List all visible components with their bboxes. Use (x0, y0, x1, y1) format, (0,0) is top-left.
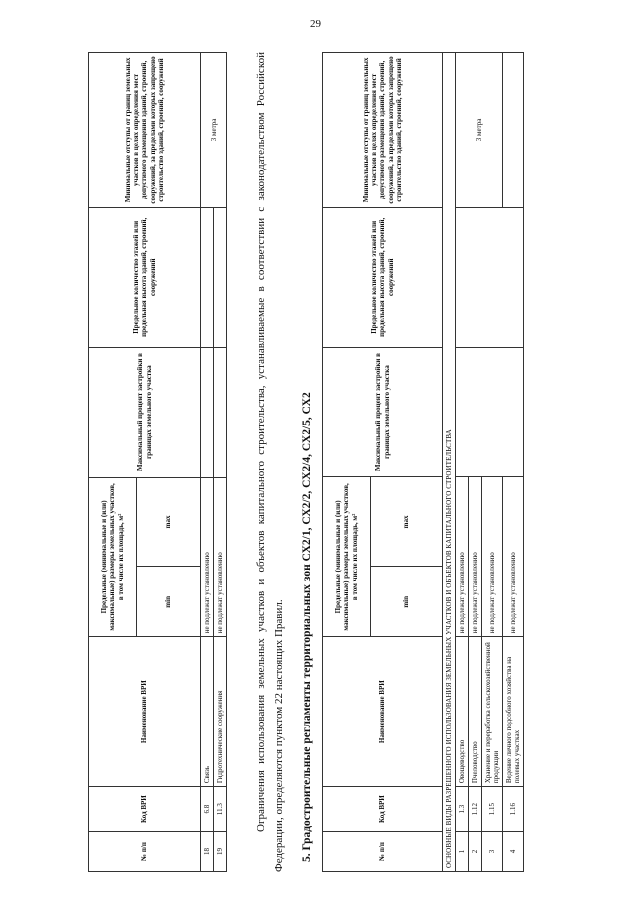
col-percent-header: Максимальный процент застройки в границах земельного участка (89, 347, 201, 477)
row-code: 1.16 (503, 787, 524, 832)
section-heading: 5. Градостроительные регламенты территориальных зон СХ2/1, СХ2/2, СХ2/4, СХ2/5, СХ2 (301, 392, 313, 862)
col-max-header: max (371, 477, 443, 567)
row-name: Хранение и переработка сельскохозяйственной продукции (482, 637, 503, 787)
row-setback: 3 метра (456, 53, 503, 208)
row-percent (201, 347, 214, 477)
col-setback-header: Минимальные отступы от границ земельных участков в целях определения мест допустимого размещения зданий, строений, сооружений, за пределами которых запрещено строительство зданий, строений, сооружений (89, 53, 201, 208)
col-percent-header: Максимальный процент застройки в границах земельного участка (323, 347, 443, 477)
row-percent (456, 347, 524, 477)
restrictions-paragraph (253, 52, 288, 872)
row-code: 1.12 (469, 787, 482, 832)
col-min-header: min (137, 567, 201, 637)
row-floors (201, 207, 214, 347)
row-minmax: не подлежат установлению (482, 477, 503, 637)
row-minmax: не подлежат установлению (201, 477, 214, 637)
table-row (201, 53, 214, 872)
col-setback-header: Минимальные отступы от границ земельных участков в целях определения мест допустимого размещения зданий, строений, сооружений, за пределами которых запрещено строительство зданий, строений, сооружений (323, 53, 443, 208)
section-title: ОСНОВНЫЕ ВИДЫ РАЗРЕШЕННОГО ИСПОЛЬЗОВАНИЯ ЗЕМЕЛЬНЫХ УЧАСТКОВ И ОБЪЕКТОВ КАПИТАЛЬНОГО СТРОИТЕЛЬСТВА (443, 53, 456, 872)
row-num: 4 (503, 832, 524, 872)
row-num: 3 (482, 832, 503, 872)
regulation-table-zones (322, 52, 524, 872)
col-min-header: min (371, 567, 443, 637)
row-name: Связь (201, 637, 214, 787)
regulation-table-continued (88, 52, 227, 872)
row-num: 19 (214, 832, 227, 872)
row-num: 18 (201, 832, 214, 872)
row-name: Гидротехнические сооружения (214, 637, 227, 787)
row-code: 6.8 (201, 787, 214, 832)
col-code-header: Код ВРИ (89, 787, 201, 832)
col-floors-header: Предельное количество этажей или предельная высота зданий, строений, сооружений (89, 207, 201, 347)
col-num-header: № п/п (323, 832, 443, 872)
col-name-header: Наименование ВРИ (323, 637, 443, 787)
row-setback: 3 метра (201, 53, 227, 208)
col-sizes-header: Предельные (минимальные и (или) максимальные) размеры земельных участков, в том числе их площадь, м² (323, 477, 371, 637)
row-floors (456, 207, 524, 347)
paragraph-text: Ограничения использования земельных участков и объектов капитального строительства, устанавливаемые в соответствии с законодательством Российской Федерации, определяются пунктом 22 настоящих Правил. (255, 52, 285, 872)
section-row (443, 53, 456, 872)
col-code-header: Код ВРИ (323, 787, 443, 832)
row-minmax: не подлежат установлению (214, 477, 227, 637)
col-num-header: № п/п (89, 832, 201, 872)
table-row (456, 53, 469, 872)
row-minmax: не подлежат установлению (503, 477, 524, 637)
col-name-header: Наименование ВРИ (89, 637, 201, 787)
col-sizes-header: Предельные (минимальные и (или) максимальные) размеры земельных участков, в том числе их площадь, м² (89, 477, 137, 637)
col-max-header: max (137, 477, 201, 567)
rotated-sheet (88, 52, 558, 872)
row-setback (503, 53, 524, 208)
row-code: 11.3 (214, 787, 227, 832)
row-floors (214, 207, 227, 347)
row-percent (214, 347, 227, 477)
row-num: 2 (469, 832, 482, 872)
row-minmax: не подлежат установлению (456, 477, 469, 637)
col-floors-header: Предельное количество этажей или предельная высота зданий, строений, сооружений (323, 207, 443, 347)
row-name: Ведение личного подсобного хозяйства на полевых участках (503, 637, 524, 787)
page-number: 29 (310, 18, 321, 30)
row-minmax: не подлежат установлению (469, 477, 482, 637)
row-code: 1.3 (456, 787, 469, 832)
row-name: Пчеловодство (469, 637, 482, 787)
row-num: 1 (456, 832, 469, 872)
row-code: 1.15 (482, 787, 503, 832)
row-name: Овощеводство (456, 637, 469, 787)
